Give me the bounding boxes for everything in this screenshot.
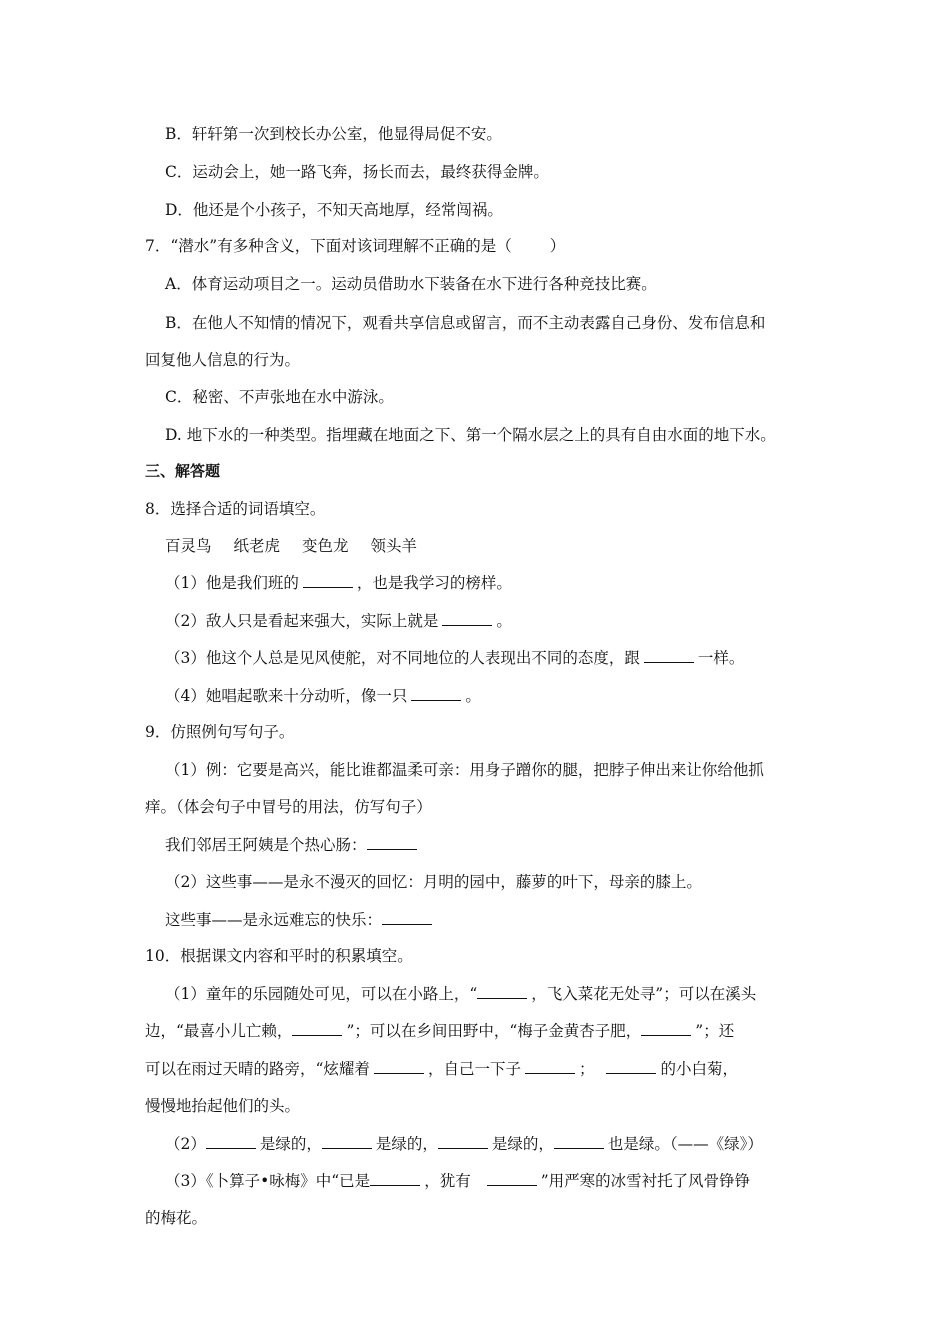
q10-1-text: 的小白菊， [660, 1060, 738, 1078]
q7-stem [145, 236, 825, 256]
q10-item-1-line3 [145, 1059, 825, 1079]
q10-2-text: （2） [165, 1135, 206, 1153]
answer-blank[interactable] [374, 1059, 424, 1074]
q10-stem: 10．根据课文内容和平时的积累填空。 [145, 947, 413, 965]
q10-2-text: 是绿的， [259, 1135, 322, 1153]
q7-option-b-line2: 回复他人信息的行为。 [145, 351, 301, 369]
q6-option-c: C．运动会上，她一路飞奔，扬长而去，最终获得金牌。 [165, 163, 549, 181]
q6-option-b: B．轩轩第一次到校长办公室，他显得局促不安。 [165, 125, 502, 143]
q8-item-3 [165, 648, 845, 668]
q10-1-text: 边，“最喜小儿亡赖， [145, 1022, 293, 1040]
q10-item-1-line1 [165, 984, 845, 1004]
q7-option-d: D. 地下水的一种类型。指埋藏在地面之下、第一个隔水层之上的具有自由水面的地下水。 [165, 426, 776, 444]
q7-option-b-line1: B．在他人不知情的情况下，观看共享信息或留言，而不主动表露自己身份、发布信息和 [165, 314, 766, 332]
q8-option: 变色龙 [302, 537, 349, 555]
q9-item-1-line2: 痒。（体会句子中冒号的用法，仿写句子） [145, 798, 432, 816]
answer-blank[interactable] [487, 1171, 537, 1186]
q6-option-d: D．他还是个小孩子，不知天高地厚，经常闯祸。 [165, 201, 503, 219]
answer-blank[interactable] [438, 1134, 488, 1149]
q9-stem: 9．仿照例句写句子。 [145, 723, 295, 741]
answer-blank[interactable] [292, 1021, 342, 1036]
answer-blank[interactable] [303, 573, 353, 588]
q10-2-text: 也是绿。（——《绿》） [607, 1135, 763, 1153]
q7-paren-close: ） [549, 237, 566, 255]
answer-blank[interactable] [382, 910, 432, 925]
q8-2-tail: 。 [496, 612, 512, 630]
answer-blank[interactable] [641, 1021, 691, 1036]
q9-item-2-answer [165, 910, 845, 930]
q8-option: 领头羊 [370, 537, 418, 555]
q7-text: 7．“潜水”有多种含义，下面对该词理解不正确的是（ [145, 237, 512, 255]
q9-2-prompt: 这些事——是永远难忘的快乐： [165, 911, 383, 929]
q7-option-a: A．体育运动项目之一。运动员借助水下装备在水下进行各种竞技比赛。 [165, 275, 657, 293]
answer-blank[interactable] [606, 1059, 656, 1074]
q8-stem: 8．选择合适的词语填空。 [145, 500, 326, 518]
answer-blank[interactable] [525, 1059, 575, 1074]
q8-3-tail: 一样。 [697, 649, 745, 667]
q10-item-2 [165, 1134, 845, 1154]
answer-blank[interactable] [442, 611, 492, 626]
q8-option: 纸老虎 [233, 537, 281, 555]
q9-item-2-line1: （2）这些事——是永不漫灭的回忆：月明的园中，藤萝的叶下，母亲的膝上。 [165, 873, 702, 891]
q8-item-2 [165, 611, 845, 631]
q10-1-text: （1）童年的乐园随处可见，可以在小路上，“ [165, 985, 478, 1003]
q8-1-text: （1）他是我们班的 [165, 574, 299, 592]
q10-item-3-line1 [165, 1171, 845, 1191]
q8-word-options [165, 536, 845, 556]
q10-1-text: ”；还 [695, 1022, 735, 1040]
q8-item-1 [165, 573, 845, 593]
answer-blank[interactable] [477, 984, 527, 999]
q10-item-1-line4: 慢慢地抬起他们的头。 [145, 1097, 301, 1115]
q8-4-text: （4）她唱起歌来十分动听，像一只 [165, 687, 408, 705]
q9-1-prompt: 我们邻居王阿姨是个热心肠： [165, 836, 367, 854]
q7-option-c: C．秘密、不声张地在水中游泳。 [165, 388, 394, 406]
answer-blank[interactable] [411, 686, 461, 701]
q10-1-text: 可以在雨过天晴的路旁，“炫耀着 [145, 1060, 370, 1078]
q8-3-text: （3）他这个人总是见风使舵，对不同地位的人表现出不同的态度，跟 [165, 649, 640, 667]
q10-1-text: ”；可以在乡间田野中，“梅子金黄杏子肥， [346, 1022, 642, 1040]
q8-2-text: （2）敌人只是看起来强大，实际上就是 [165, 612, 439, 630]
q10-1-text: ，自己一下子 [427, 1060, 521, 1078]
q10-3-text: ”用严寒的冰雪衬托了风骨铮铮 [540, 1172, 751, 1190]
q8-option: 百灵鸟 [165, 537, 212, 555]
q10-2-text: 是绿的， [491, 1135, 554, 1153]
section-heading: 三、解答题 [145, 462, 221, 480]
answer-blank[interactable] [554, 1134, 604, 1149]
q9-item-1-answer [165, 835, 845, 855]
q10-item-3-line2: 的梅花。 [145, 1209, 208, 1227]
q10-2-text: 是绿的， [375, 1135, 438, 1153]
q10-3-text: ，犹有 [424, 1172, 471, 1190]
answer-blank[interactable] [367, 835, 417, 850]
answer-blank[interactable] [644, 648, 694, 663]
q8-4-tail: 。 [465, 687, 481, 705]
q10-1-text: ； [578, 1060, 595, 1078]
q10-item-1-line2 [145, 1021, 825, 1041]
q8-item-4 [165, 686, 845, 706]
q8-1-tail: ，也是我学习的榜样。 [356, 574, 512, 592]
q9-item-1-line1: （1）例：它要是高兴，能比谁都温柔可亲：用身子蹭你的腿，把脖子伸出来让你给他抓 [165, 761, 764, 779]
q10-1-text: ，飞入菜花无处寻”；可以在溪头 [531, 985, 757, 1003]
answer-blank[interactable] [322, 1134, 372, 1149]
answer-blank[interactable] [370, 1171, 420, 1186]
answer-blank[interactable] [206, 1134, 256, 1149]
q10-3-text: （3）《卜算子•咏梅》中“已是 [165, 1172, 371, 1190]
